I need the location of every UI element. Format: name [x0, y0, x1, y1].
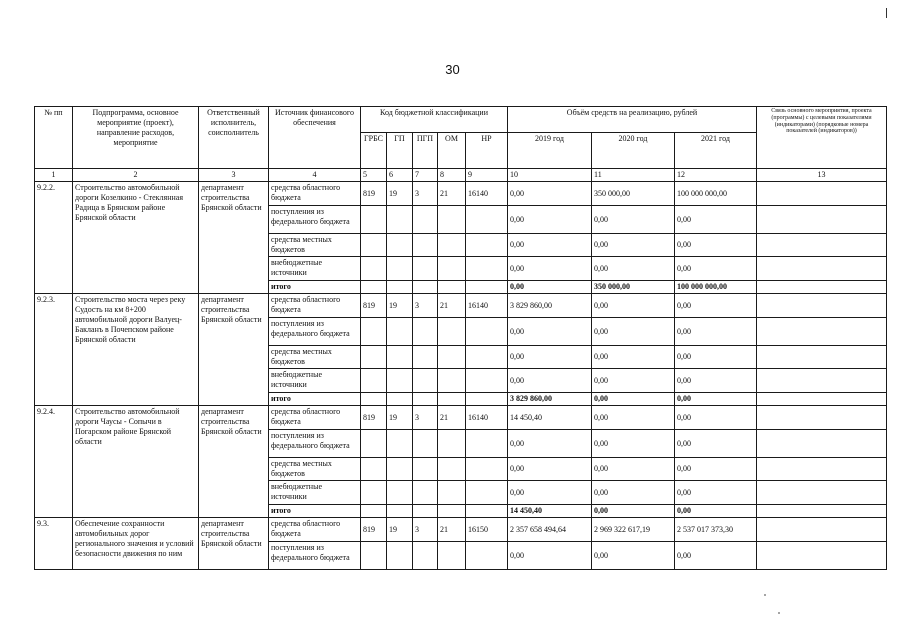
item-name: Обеспечение сохранности автомобильных дорог регионального значения и условий безопасности движения по ним — [73, 518, 199, 570]
indicator-link — [757, 369, 887, 393]
amount-2021: 2 537 017 373,30 — [675, 518, 757, 542]
amount-2021: 0,00 — [675, 481, 757, 505]
amount-2019: 0,00 — [508, 346, 592, 369]
amount-2019: 0,00 — [508, 234, 592, 257]
budget-code-empty — [438, 318, 466, 346]
amount-2021: 0,00 — [675, 542, 757, 570]
budget-code-empty — [438, 430, 466, 458]
item-number: 9.2.2. — [35, 182, 73, 294]
scan-speck — [764, 594, 766, 596]
header-num: № пп — [35, 107, 73, 169]
source-label: поступления из федерального бюджета — [269, 318, 361, 346]
indicator-link — [757, 257, 887, 281]
amount-2020: 0,00 — [592, 346, 675, 369]
budget-code-empty — [361, 369, 387, 393]
budget-code-empty — [361, 458, 387, 481]
page-number: 30 — [445, 62, 460, 77]
amount-2019: 0,00 — [508, 206, 592, 234]
indicator-link — [757, 234, 887, 257]
budget-code-empty — [438, 369, 466, 393]
budget-code-empty — [361, 206, 387, 234]
budget-code: 21 — [438, 294, 466, 318]
header-source: Источник финансового обеспечения — [269, 107, 361, 169]
indicator-link — [757, 294, 887, 318]
item-executor: департамент строительства Брянской области — [199, 182, 269, 294]
budget-code-empty — [361, 430, 387, 458]
column-number: 4 — [269, 169, 361, 182]
budget-code-empty — [466, 542, 508, 570]
budget-code-empty — [466, 346, 508, 369]
amount-2021: 0,00 — [675, 294, 757, 318]
source-label: внебюджетные источники — [269, 481, 361, 505]
budget-code: 819 — [361, 406, 387, 430]
budget-code: 16140 — [466, 406, 508, 430]
indicator-link — [757, 481, 887, 505]
source-label: поступления из федерального бюджета — [269, 542, 361, 570]
total-2021: 0,00 — [675, 505, 757, 518]
corner-mark — [886, 8, 887, 18]
budget-code-empty — [413, 234, 438, 257]
header-volume: Объём средств на реализацию, рублей — [508, 107, 757, 133]
amount-2020: 0,00 — [592, 369, 675, 393]
header-executor: Ответственный исполнитель, соисполнитель — [199, 107, 269, 169]
source-row — [35, 406, 887, 430]
item-name: Строительство автомобильной дороги Козелкино - Стеклянная Радица в Брянском районе Брянской области — [73, 182, 199, 294]
amount-2019: 0,00 — [508, 458, 592, 481]
budget-code-empty — [466, 281, 508, 294]
budget-code-empty — [466, 318, 508, 346]
budget-code-empty — [361, 318, 387, 346]
amount-2020: 0,00 — [592, 257, 675, 281]
header-pgp: ПГП — [413, 133, 438, 169]
budget-code-empty — [466, 458, 508, 481]
budget-code-empty — [413, 369, 438, 393]
budget-code-empty — [413, 505, 438, 518]
budget-code-empty — [438, 257, 466, 281]
budget-code-empty — [361, 234, 387, 257]
budget-code-empty — [438, 542, 466, 570]
amount-2020: 0,00 — [592, 406, 675, 430]
amount-2021: 0,00 — [675, 406, 757, 430]
budget-code-empty — [361, 257, 387, 281]
budget-code: 19 — [387, 182, 413, 206]
total-label: итого — [269, 393, 361, 406]
amount-2021: 0,00 — [675, 458, 757, 481]
budget-code: 16150 — [466, 518, 508, 542]
budget-code-empty — [387, 505, 413, 518]
amount-2019: 0,00 — [508, 182, 592, 206]
amount-2021: 0,00 — [675, 369, 757, 393]
total-label: итого — [269, 505, 361, 518]
item-executor: департамент строительства Брянской области — [199, 294, 269, 406]
item-number: 9.2.3. — [35, 294, 73, 406]
amount-2020: 0,00 — [592, 458, 675, 481]
column-number: 3 — [199, 169, 269, 182]
budget-code-empty — [466, 393, 508, 406]
column-number: 8 — [438, 169, 466, 182]
source-label: средства местных бюджетов — [269, 458, 361, 481]
source-label: средства областного бюджета — [269, 518, 361, 542]
amount-2021: 0,00 — [675, 234, 757, 257]
header-grbs: ГРБС — [361, 133, 387, 169]
budget-code-empty — [413, 542, 438, 570]
budget-code: 3 — [413, 294, 438, 318]
column-number: 7 — [413, 169, 438, 182]
header-link: Связь основного мероприятия, проекта (программы) с целевыми показателями (индикаторами) (порядковые номера показателей (индикаторов)) — [757, 107, 887, 169]
budget-code-empty — [466, 430, 508, 458]
budget-code-empty — [413, 430, 438, 458]
indicator-link — [757, 318, 887, 346]
amount-2019: 14 450,40 — [508, 406, 592, 430]
budget-code-empty — [387, 206, 413, 234]
budget-code-empty — [387, 481, 413, 505]
indicator-link — [757, 458, 887, 481]
budget-code-empty — [413, 257, 438, 281]
amount-2020: 0,00 — [592, 234, 675, 257]
column-number: 12 — [675, 169, 757, 182]
budget-code-empty — [361, 393, 387, 406]
budget-code-empty — [387, 234, 413, 257]
budget-code: 3 — [413, 182, 438, 206]
budget-code-empty — [413, 393, 438, 406]
column-number: 5 — [361, 169, 387, 182]
budget-code-empty — [413, 481, 438, 505]
indicator-link — [757, 206, 887, 234]
amount-2019: 2 357 658 494,64 — [508, 518, 592, 542]
indicator-link — [757, 393, 887, 406]
budget-code: 3 — [413, 406, 438, 430]
amount-2019: 0,00 — [508, 318, 592, 346]
budget-code-empty — [438, 481, 466, 505]
scan-speck — [778, 612, 780, 614]
budget-code-empty — [387, 369, 413, 393]
budget-code-empty — [387, 393, 413, 406]
source-label: средства местных бюджетов — [269, 234, 361, 257]
budget-code-empty — [438, 206, 466, 234]
budget-code-empty — [466, 206, 508, 234]
budget-table — [34, 106, 887, 570]
amount-2019: 0,00 — [508, 257, 592, 281]
budget-code-empty — [413, 346, 438, 369]
column-number: 11 — [592, 169, 675, 182]
source-label: внебюджетные источники — [269, 369, 361, 393]
header-2019: 2019 год — [508, 133, 592, 169]
source-label: поступления из федерального бюджета — [269, 206, 361, 234]
column-number: 10 — [508, 169, 592, 182]
item-executor: департамент строительства Брянской области — [199, 518, 269, 570]
budget-code-empty — [466, 481, 508, 505]
budget-code-empty — [438, 505, 466, 518]
budget-code-empty — [387, 542, 413, 570]
amount-2019: 0,00 — [508, 542, 592, 570]
budget-code-empty — [438, 234, 466, 257]
header-om: ОМ — [438, 133, 466, 169]
budget-code: 21 — [438, 406, 466, 430]
header-2020: 2020 год — [592, 133, 675, 169]
amount-2019: 0,00 — [508, 369, 592, 393]
item-executor: департамент строительства Брянской области — [199, 406, 269, 518]
indicator-link — [757, 182, 887, 206]
amount-2020: 0,00 — [592, 318, 675, 346]
budget-code-empty — [466, 234, 508, 257]
item-name: Строительство автомобильной дороги Чаусы - Сопычи в Погарском районе Брянской области — [73, 406, 199, 518]
source-label: средства областного бюджета — [269, 406, 361, 430]
budget-code-empty — [438, 458, 466, 481]
header-nr: НР — [466, 133, 508, 169]
amount-2020: 2 969 322 617,19 — [592, 518, 675, 542]
budget-code-empty — [466, 257, 508, 281]
budget-code-empty — [361, 481, 387, 505]
budget-code: 819 — [361, 182, 387, 206]
source-label: средства областного бюджета — [269, 182, 361, 206]
budget-code-empty — [361, 542, 387, 570]
column-number: 1 — [35, 169, 73, 182]
column-number: 6 — [387, 169, 413, 182]
total-2020: 350 000,00 — [592, 281, 675, 294]
indicator-link — [757, 406, 887, 430]
amount-2021: 100 000 000,00 — [675, 182, 757, 206]
amount-2021: 0,00 — [675, 257, 757, 281]
indicator-link — [757, 518, 887, 542]
amount-2020: 0,00 — [592, 430, 675, 458]
indicator-link — [757, 346, 887, 369]
budget-code-empty — [387, 318, 413, 346]
item-number: 9.2.4. — [35, 406, 73, 518]
header-gp: ГП — [387, 133, 413, 169]
amount-2019: 3 829 860,00 — [508, 294, 592, 318]
amount-2020: 0,00 — [592, 542, 675, 570]
total-2019: 3 829 860,00 — [508, 393, 592, 406]
source-label: внебюджетные источники — [269, 257, 361, 281]
source-row — [35, 294, 887, 318]
budget-code-empty — [361, 281, 387, 294]
budget-code-empty — [438, 281, 466, 294]
budget-code-empty — [387, 281, 413, 294]
source-row — [35, 518, 887, 542]
budget-code: 19 — [387, 518, 413, 542]
indicator-link — [757, 505, 887, 518]
budget-code: 819 — [361, 518, 387, 542]
amount-2020: 0,00 — [592, 481, 675, 505]
budget-code-empty — [387, 458, 413, 481]
budget-code-empty — [413, 206, 438, 234]
amount-2019: 0,00 — [508, 430, 592, 458]
header-budget-code: Код бюджетной классификации — [361, 107, 508, 133]
budget-code-empty — [413, 458, 438, 481]
header-subprogram: Подпрограмма, основное мероприятие (проект), направление расходов, мероприятие — [73, 107, 199, 169]
amount-2021: 0,00 — [675, 430, 757, 458]
budget-code-empty — [387, 430, 413, 458]
total-2020: 0,00 — [592, 505, 675, 518]
budget-code-empty — [466, 505, 508, 518]
indicator-link — [757, 542, 887, 570]
column-number: 9 — [466, 169, 508, 182]
source-label: средства областного бюджета — [269, 294, 361, 318]
budget-code-empty — [361, 505, 387, 518]
budget-code-empty — [413, 318, 438, 346]
total-2021: 0,00 — [675, 393, 757, 406]
column-number: 2 — [73, 169, 199, 182]
indicator-link — [757, 430, 887, 458]
total-2020: 0,00 — [592, 393, 675, 406]
total-2019: 0,00 — [508, 281, 592, 294]
amount-2020: 0,00 — [592, 294, 675, 318]
budget-code-empty — [438, 393, 466, 406]
budget-code: 819 — [361, 294, 387, 318]
total-2019: 14 450,40 — [508, 505, 592, 518]
budget-code: 16140 — [466, 294, 508, 318]
budget-code-empty — [387, 346, 413, 369]
budget-code-empty — [413, 281, 438, 294]
budget-code-empty — [361, 346, 387, 369]
amount-2021: 0,00 — [675, 346, 757, 369]
amount-2021: 0,00 — [675, 318, 757, 346]
budget-code-empty — [438, 346, 466, 369]
header-2021: 2021 год — [675, 133, 757, 169]
budget-code: 19 — [387, 294, 413, 318]
amount-2020: 350 000,00 — [592, 182, 675, 206]
budget-code-empty — [387, 257, 413, 281]
source-label: поступления из федерального бюджета — [269, 430, 361, 458]
budget-code: 16140 — [466, 182, 508, 206]
amount-2021: 0,00 — [675, 206, 757, 234]
total-2021: 100 000 000,00 — [675, 281, 757, 294]
budget-code: 21 — [438, 518, 466, 542]
item-name: Строительство моста через реку Судость на км 8+200 автомобильной дороги Валуец-Бакланъ в Почепском районе Брянской области — [73, 294, 199, 406]
item-number: 9.3. — [35, 518, 73, 570]
budget-code: 21 — [438, 182, 466, 206]
amount-2019: 0,00 — [508, 481, 592, 505]
amount-2020: 0,00 — [592, 206, 675, 234]
column-numbers-row — [35, 169, 887, 182]
budget-code: 19 — [387, 406, 413, 430]
total-label: итого — [269, 281, 361, 294]
indicator-link — [757, 281, 887, 294]
source-row — [35, 182, 887, 206]
column-number: 13 — [757, 169, 887, 182]
budget-code: 3 — [413, 518, 438, 542]
budget-code-empty — [466, 369, 508, 393]
source-label: средства местных бюджетов — [269, 346, 361, 369]
